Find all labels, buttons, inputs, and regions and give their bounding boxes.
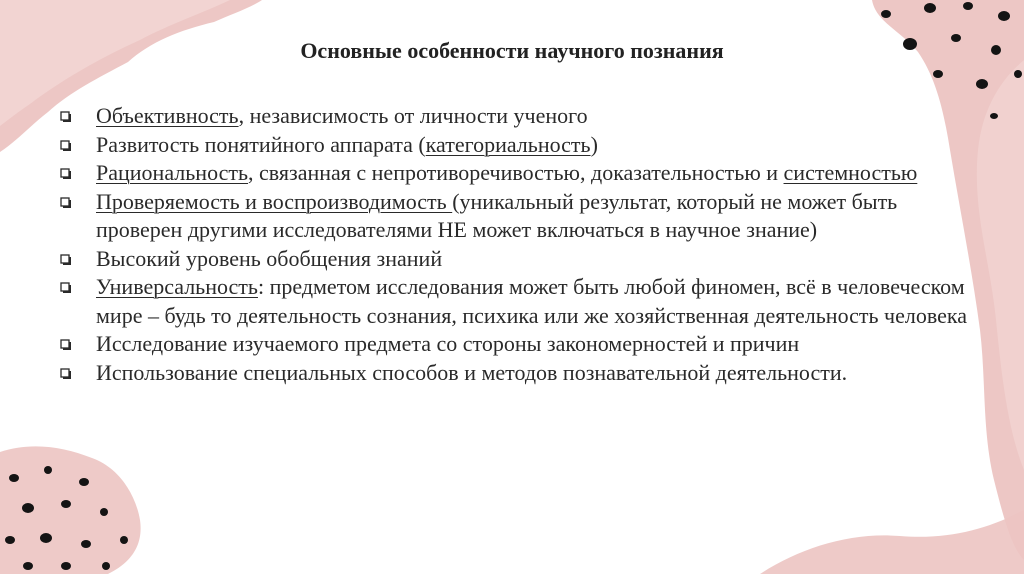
checkbox-bullet-icon <box>60 368 72 380</box>
slide-title: Основные особенности научного познания <box>300 38 724 63</box>
list-item-keyword: категориальность <box>425 131 591 157</box>
list-item <box>60 330 970 359</box>
list-item-text: Развитость понятийного аппарата ( <box>96 131 426 157</box>
checkbox-bullet-icon <box>60 168 72 180</box>
list-item <box>60 273 970 330</box>
list-item-text: (уникальный результат, который не может быть проверен другими исследователями НЕ может включаться в научное знание) <box>96 188 898 242</box>
list-item-keyword: Объективность <box>96 103 239 128</box>
list-item <box>60 245 970 274</box>
checkbox-bullet-icon <box>60 254 72 266</box>
list-item <box>60 188 970 245</box>
list-item-text: Исследование изучаемого предмета со стороны закономерностей и причин <box>96 331 800 356</box>
list-item-text: , связанная с непротиворечивостью, доказательностью и <box>248 160 784 185</box>
checkbox-bullet-icon <box>60 197 72 209</box>
list-item-text: ) <box>590 131 598 157</box>
features-list <box>60 102 970 387</box>
checkbox-bullet-icon <box>60 140 72 152</box>
list-item <box>60 159 970 188</box>
list-item-keyword: Проверяемость и воспроизводимость <box>96 188 453 214</box>
checkbox-bullet-icon <box>60 282 72 294</box>
list-item <box>60 131 970 160</box>
checkbox-bullet-icon <box>60 111 72 123</box>
list-item-keyword: Универсальность <box>96 274 258 299</box>
list-item-text: : предметом исследования может быть любой финомен, всё в человеческом мире – будь то деятельность сознания, психика или же хозяйственная деятельность человека <box>96 274 967 328</box>
list-item-keyword: системностью <box>783 160 918 185</box>
list-item <box>60 359 970 388</box>
list-item-text: , независимость от личности ученого <box>238 103 588 128</box>
list-item-text: Высокий уровень обобщения знаний <box>96 245 443 271</box>
list-item-keyword: Рациональность <box>96 160 249 185</box>
list-item <box>60 102 970 131</box>
list-item-text: Использование специальных способов и методов познавательной деятельности. <box>96 359 848 385</box>
checkbox-bullet-icon <box>60 339 72 351</box>
blush-brush-bottom-right <box>760 510 1024 574</box>
blush-brush-bottom-left <box>0 446 141 574</box>
